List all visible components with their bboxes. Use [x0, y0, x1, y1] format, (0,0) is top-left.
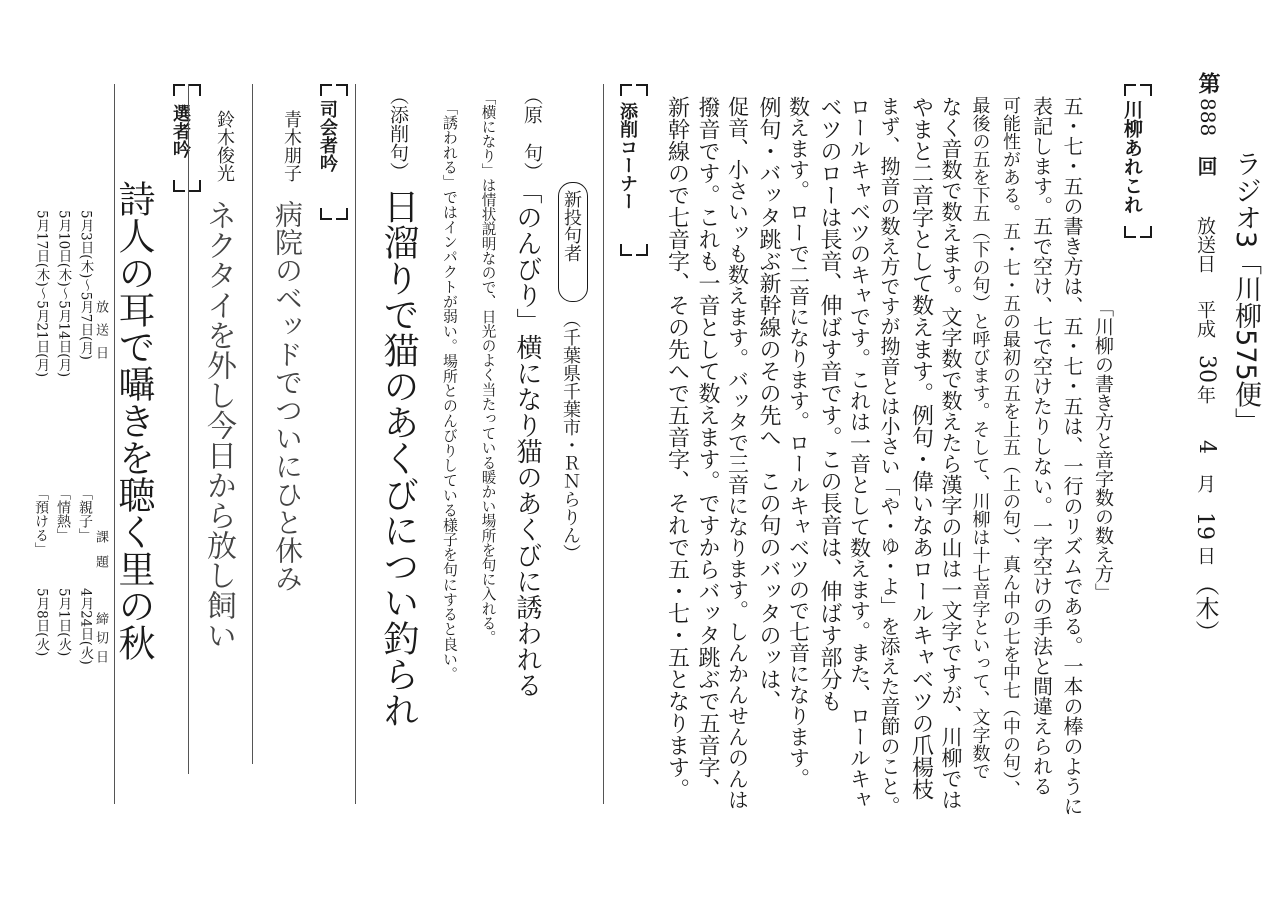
arekore-line: なく音数で数えます。文字数で数えたら漢字の山は一文字ですが、川柳では	[939, 96, 963, 810]
broadcast-day: 19	[1192, 512, 1217, 540]
arekore-line: ベツのローは長音、伸ばす音です。この長音は、伸ばす部分も	[817, 96, 842, 712]
arekore-line: 新幹線ので七音字、その先へで五音字、それで五・七・五となります。	[664, 96, 690, 800]
poet-name: 青木朋子	[281, 110, 302, 182]
broadcast-weekday: （木）	[1191, 572, 1219, 644]
arekore-line: やまと二音字として数えます。例句・偉いなあロールキャベツの爪楊枝	[908, 96, 934, 800]
arekore-topic: 「川柳の書き方と音字数の数え方」	[1092, 298, 1114, 602]
comment-yoko: 「横になり」は情状説明なので、日光のよく当たっている暖かい場所を句に入れる。	[479, 90, 497, 645]
schedule-broadcast-date: 5月17日(木)～5月21日(月)	[33, 210, 50, 378]
year-unit: 年	[1194, 385, 1216, 404]
schedule-broadcast-date: 5月3日(木)～5月7日(月)	[77, 210, 94, 360]
broadcast-month: 4	[1194, 440, 1219, 454]
arekore-line: 例句・バッタ跳ぶ新幹線のその先へ この句のバッタのッは、	[756, 96, 781, 712]
new-poster-badge: 新投句者	[561, 190, 582, 262]
arekore-line: ロールキャベツのキャです。これは一音として数えます。また、ロールキャ	[847, 96, 872, 810]
era-label: 平成	[1194, 300, 1216, 338]
schedule-theme: 「情熱」	[55, 486, 71, 542]
poet-verse: 病院のベッドでついにひと休み	[271, 200, 304, 592]
broadcast-date-label: 放送日	[1194, 216, 1216, 273]
arekore-line: 表記します。五で空け、七で空けたりしない。一字空けの手法と間違えられる	[1029, 96, 1054, 796]
original-label: （原 句）	[521, 86, 543, 181]
tensaku-heading: 添削コーナー	[617, 102, 638, 210]
schedule-theme: 「親子」	[77, 486, 93, 542]
schedule-theme: 「預ける」	[33, 486, 49, 556]
month-unit: 月	[1194, 474, 1216, 493]
poet-verse: ネクタイを外し今日から放し飼い	[201, 200, 236, 650]
poet-name: 鈴木俊光	[214, 110, 235, 182]
episode-suffix: 回	[1194, 156, 1218, 176]
program-title: ラジオ3「川柳575便」	[1230, 150, 1261, 435]
arekore-line: 数えます。ローで二音になります。ロールキャベツので七音になります。	[786, 96, 811, 789]
broadcast-year: 30	[1194, 355, 1219, 383]
day-unit: 日	[1194, 546, 1216, 565]
schedule-deadline: 5月1日(火)	[55, 588, 72, 657]
revised-verse: 日溜りで猫のあくびについ釣られ	[378, 188, 419, 728]
schedule-broadcast-date: 5月10日(木)～5月14日(月)	[55, 210, 72, 378]
arekore-line: 五・七・五の書き方は、五・七・五は、一行のリズムである。一本の棒のように	[1060, 96, 1084, 816]
episode-number: 888	[1196, 98, 1220, 137]
arekore-line: 可能性がある。五・七・五の最初の五を上五（上の句）、真ん中の七を中七（中の句）、	[1000, 96, 1021, 798]
senja-verse: 詩人の耳で囁きを聴く里の秋	[112, 180, 155, 661]
arekore-heading: 川柳あれこれ	[1121, 100, 1143, 214]
schedule-header-theme: 課題	[93, 530, 108, 580]
schedule-deadline: 5月8日(火)	[33, 588, 50, 657]
arekore-line: 最後の五を下五（下の句）と呼びます。そして、川柳は十七音字といって、文字数で	[969, 96, 991, 780]
arekore-line: 撥音です。これも一音として数えます。ですからバッタ跳ぶで五音字、	[695, 96, 720, 800]
poster-author: （千葉県千葉市・ＲＮらりん）	[560, 310, 581, 562]
shikai-heading: 司会者吟	[317, 100, 338, 172]
arekore-line: 促音、小さいッも数えます。バッタで三音になります。しんかんせんのんは	[725, 96, 750, 810]
schedule-header-deadline: 締切日	[93, 612, 108, 669]
schedule-header-broadcast: 放送日	[93, 300, 108, 369]
revised-label: （添削句）	[387, 86, 409, 181]
senja-heading: 選者吟	[170, 104, 191, 158]
original-verse: 「のんびり」横になり猫のあくびに誘われる	[512, 178, 542, 698]
episode-label: 第	[1195, 72, 1220, 94]
comment-sasowareru: 「誘われる」ではインパクトが弱い。場所とのんびりしている様子を句にすると良い。	[440, 100, 459, 682]
schedule-deadline: 4月24日(火)	[77, 588, 94, 665]
arekore-line: まず、拗音の数え方ですが拗音とは小さい「や・ゆ・よ」を添えた音節のこと。	[877, 96, 901, 816]
